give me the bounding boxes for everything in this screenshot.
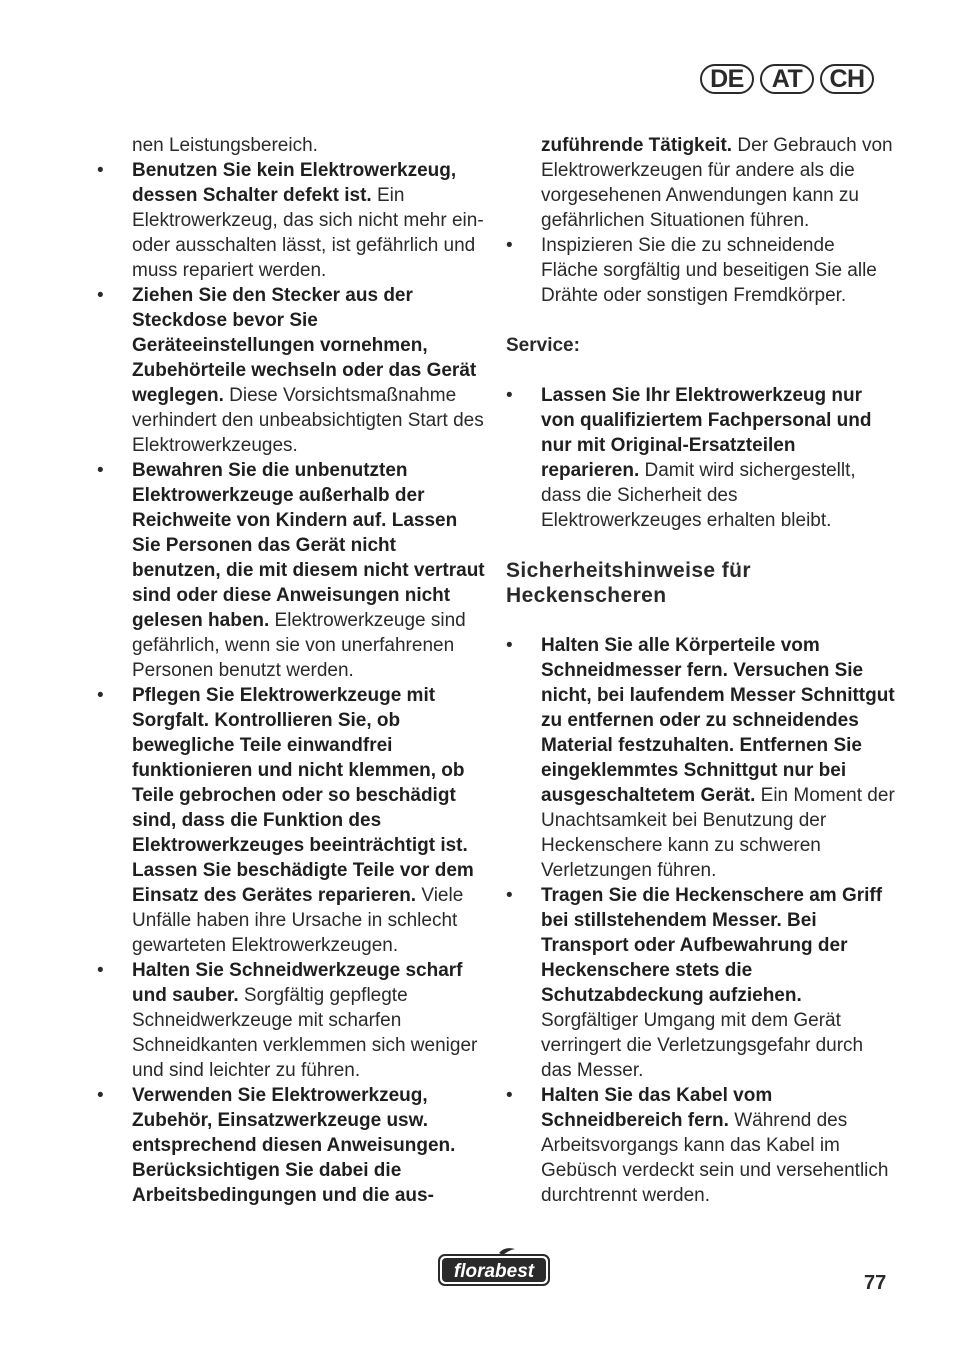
bullet-icon: • <box>97 1085 104 1106</box>
list-item-bold: Halten Sie Schneidwerkzeuge scharf und sauber. <box>132 960 463 1006</box>
right-column <box>506 133 896 1208</box>
section-heading: Sicherheitshinweise für Heckenscheren <box>506 559 751 607</box>
list-item <box>97 1083 487 1208</box>
bullet-icon: • <box>97 160 104 181</box>
service-heading: Service: <box>506 335 580 356</box>
continuation-text-right <box>506 133 896 233</box>
list-item <box>97 958 487 1083</box>
list-item-text: Elektrowerkzeuge sind gefährlich, wenn sie von unerfahrenen Personen benutzt werden. <box>132 610 466 681</box>
language-badges <box>700 64 874 94</box>
list-item-bold: Lassen Sie Ihr Elektrowerkzeug nur von qualifiziertem Fachpersonal und nur mit Original-Ersatzteilen reparieren. <box>541 385 872 481</box>
list-item <box>97 158 487 283</box>
list-item <box>506 883 896 1083</box>
list-item-bold: Tragen Sie die Heckenschere am Griff bei stillstehendem Messer. Bei Transport oder Aufbewahrung der Heckenschere stets die Schutzabdeckung aufziehen. <box>541 885 883 1006</box>
list-item-text: Viele Unfälle haben ihre Ursache in schlecht gewarteten Elektrowerkzeugen. <box>132 885 464 956</box>
list-item-text: Sorgfältig gepflegte Schneidwerkzeuge mit scharfen Schneidkanten verklemmen sich weniger und sind leichter zu führen. <box>132 985 478 1081</box>
list-item <box>506 383 896 533</box>
list-item <box>506 233 896 308</box>
list-item-bold: Verwenden Sie Elektrowerkzeug, Zubehör, Einsatzwerkzeuge usw. entsprechend diesen Anweisungen. Berücksichtigen Sie dabei die Arbeitsbedingungen und die aus- <box>132 1085 456 1206</box>
bullet-icon: • <box>506 635 513 656</box>
bullet-icon: • <box>97 960 104 981</box>
list-item <box>97 283 487 458</box>
list-item-text: Ein Moment der Unachtsamkeit bei Benutzung der Heckenschere kann zu schweren Verletzungen führen. <box>541 785 895 881</box>
list-item-text: Sorgfältiger Umgang mit dem Gerät verringert die Verletzungsgefahr durch das Messer. <box>541 1010 864 1081</box>
list-item <box>506 633 896 883</box>
list-item <box>97 458 487 683</box>
bullet-icon: • <box>506 1085 513 1106</box>
florabest-logo <box>437 1246 551 1288</box>
bullet-icon: • <box>97 685 104 706</box>
lang-badge-ch: CH <box>820 64 874 94</box>
logo-text: florabest <box>453 1261 535 1282</box>
bullet-icon: • <box>506 385 513 406</box>
list-item-text: Damit wird sichergestellt, dass die Sicherheit des Elektrowerkzeuges erhalten bleibt. <box>541 460 856 531</box>
continuation-bold: zuführende Tätigkeit. <box>541 135 733 156</box>
lang-badge-at: AT <box>760 64 814 94</box>
bullet-icon: • <box>506 885 513 906</box>
list-item-text: Inspizieren Sie die zu schneidende Fläche sorgfältig und beseitigen Sie alle Drähte oder sonstigen Fremdkörper. <box>541 235 877 306</box>
list-item-bold: Halten Sie alle Körperteile vom Schneidmesser fern. Versuchen Sie nicht, bei laufendem Messer Schnittgut zu entfernen oder zu schneidendes Material festzuhalten. Entfernen Sie eingeklemmtes Schnittgut nur bei ausgeschaltetem Gerät. <box>541 635 895 806</box>
bullet-icon: • <box>506 235 513 256</box>
list-item-bold: Halten Sie das Kabel vom Schneidbereich fern. <box>541 1085 773 1131</box>
list-item-bold: Benutzen Sie kein Elektrowerkzeug, dessen Schalter defekt ist. <box>132 160 457 206</box>
continuation-text: nen Leistungsbereich. <box>132 135 318 156</box>
list-item-bold: Ziehen Sie den Stecker aus der Steckdose bevor Sie Geräteeinstellungen vornehmen, Zubehörteile wechseln oder das Gerät weglegen. <box>132 285 477 406</box>
list-item-text: Diese Vorsichtsmaßnahme verhindert den unbeabsichtigten Start des Elektrowerkzeuges. <box>132 385 484 456</box>
list-item-bold: Bewahren Sie die unbenutzten Elektrowerkzeuge außerhalb der Reichweite von Kindern auf. Lassen Sie Personen das Gerät nicht benutzen, die mit diesem nicht vertraut sind oder diese Anweisungen nicht gelesen haben. <box>132 460 485 631</box>
continuation-normal: Der Gebrauch von Elektrowerkzeugen für andere als die vorgesehenen Anwendungen kann zu gefährlichen Situationen führen. <box>541 135 893 231</box>
list-item-text: Während des Arbeitsvorgangs kann das Kabel im Gebüsch verdeckt sein und versehentlich durchtrennt werden. <box>541 1110 889 1206</box>
lang-badge-de: DE <box>700 64 754 94</box>
list-item-bold: Pflegen Sie Elektrowerkzeuge mit Sorgfalt. Kontrollieren Sie, ob bewegliche Teile einwandfrei funktionieren und nicht klemmen, ob Teile gebrochen oder so beschädigt sind, dass die Funktion des Elektrowerkzeuges beeinträchtigt ist. Lassen Sie beschädigte Teile vor dem Einsatz des Gerätes reparieren. <box>132 685 474 906</box>
left-column <box>97 133 487 1208</box>
page-number: 77 <box>864 1272 887 1294</box>
list-item <box>97 683 487 958</box>
bullet-icon: • <box>97 285 104 306</box>
list-item <box>506 1083 896 1208</box>
bullet-icon: • <box>97 460 104 481</box>
list-item-text: Ein Elektrowerkzeug, das sich nicht mehr ein- oder ausschalten lässt, ist gefährlich und muss repariert werden. <box>132 185 484 281</box>
